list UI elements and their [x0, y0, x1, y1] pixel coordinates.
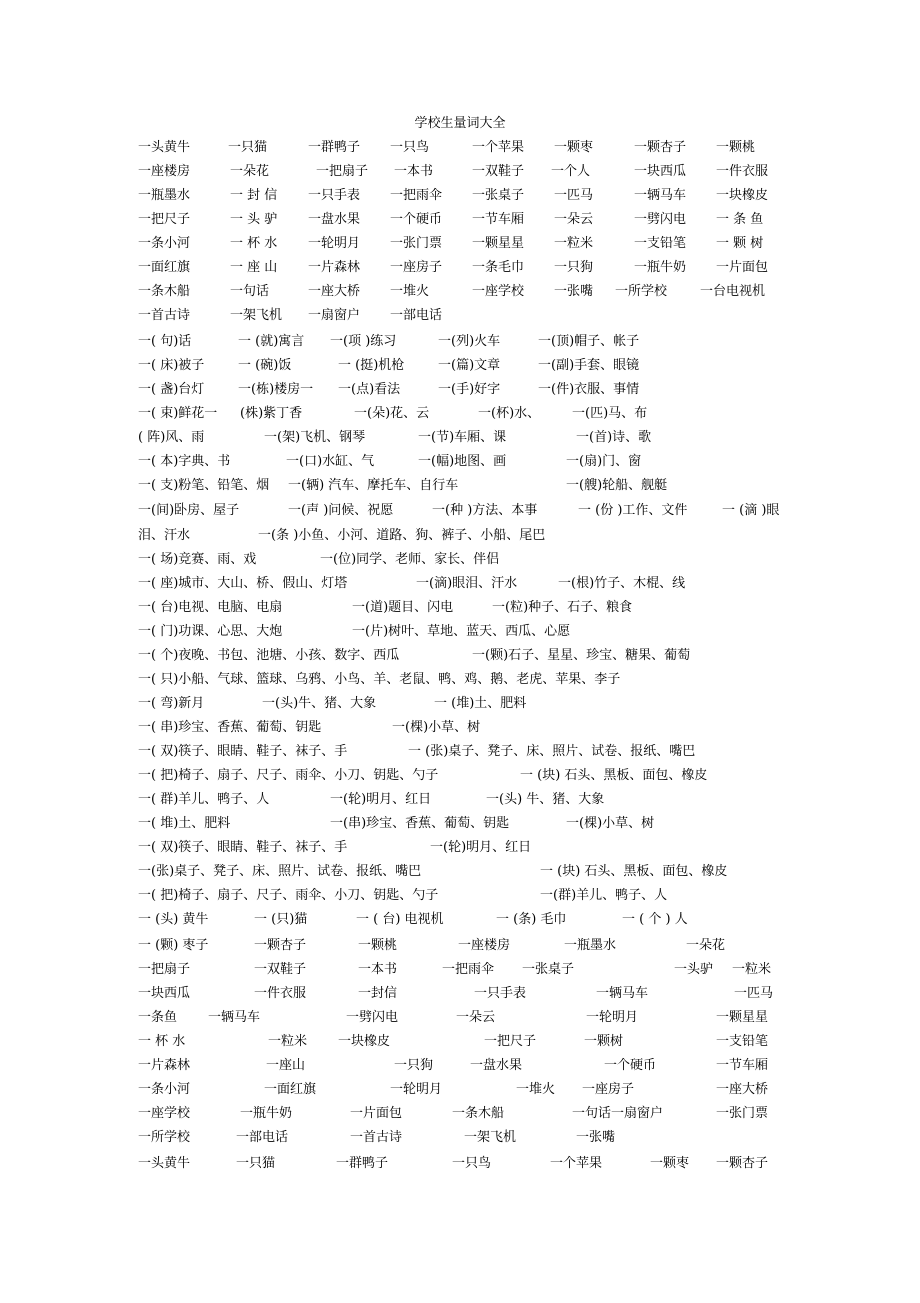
text-item: 一( 串)珍宝、香蕉、葡萄、钥匙	[138, 720, 322, 735]
text-item: 一座学校	[138, 1106, 191, 1121]
text-item: 一堆火	[516, 1082, 556, 1097]
text-item: 一( 把)椅子、扇子、尺子、雨伞、小刀、钥匙、勺子	[138, 768, 439, 783]
text-item: 一颗星星	[716, 1010, 769, 1025]
text-item: 一座楼房	[138, 164, 191, 179]
text-item: 一面红旗	[264, 1082, 317, 1097]
text-item: 一( 床)被子	[138, 358, 205, 373]
text-item: 一条小河	[138, 236, 191, 251]
text-item: 一架飞机	[230, 308, 283, 323]
text-item: 一张桌子	[522, 962, 575, 977]
text-item: 一把尺子	[138, 212, 191, 227]
text-item: 一只手表	[308, 188, 361, 203]
text-item: 一块西瓜	[138, 986, 191, 1001]
text-item: 一件衣服	[254, 986, 307, 1001]
text-item: 一支铅笔	[716, 1034, 769, 1049]
text-item: 一扇窗户	[308, 308, 361, 323]
text-item: 一只鸟	[452, 1156, 492, 1171]
text-item: 一条小河	[138, 1082, 191, 1097]
text-item: 一块橡皮	[338, 1034, 391, 1049]
text-item: 一 (头) 黄牛	[138, 912, 209, 927]
text-item: 一把雨伞	[442, 962, 495, 977]
text-item: 一节车厢	[716, 1058, 769, 1073]
text-item: 一轮明月	[390, 1082, 443, 1097]
text-item: 一张嘴	[576, 1130, 616, 1145]
text-item: 一(辆) 汽车、摩托车、自行车	[288, 478, 459, 493]
text-item: 一 (条) 毛巾	[496, 912, 567, 927]
text-item: 一辆马车	[634, 188, 687, 203]
text-item: 一所学校	[138, 1130, 191, 1145]
text-item: 一个人	[551, 164, 591, 179]
text-item: 一双鞋子	[254, 962, 307, 977]
text-item: 一颗枣	[554, 140, 594, 155]
text-item: 一(头) 牛、猪、大象	[486, 792, 605, 807]
text-item: 一 座 山	[230, 260, 278, 275]
text-item: 一 (挺)机枪	[338, 358, 405, 373]
text-item: 一(条 )小鱼、小河、道路、狗、裤子、小船、尾巴	[258, 528, 546, 543]
text-item: 一(声 )问候、祝愿	[288, 503, 394, 518]
text-item: 一( 座)城市、大山、桥、假山、灯塔	[138, 576, 348, 591]
text-item: 一堆火	[390, 284, 430, 299]
text-item: 一座楼房	[458, 938, 511, 953]
text-item: 一只鸟	[390, 140, 430, 155]
text-item: 一( 场)竞赛、雨、戏	[138, 552, 257, 567]
text-item: 一(副)手套、眼镜	[538, 358, 640, 373]
text-item: 一只猫	[236, 1156, 276, 1171]
text-item: 一所学校	[615, 284, 668, 299]
text-item: 一(滴)眼泪、汗水	[416, 576, 518, 591]
text-item: 一座山	[266, 1058, 306, 1073]
text-item: 一(种 )方法、本事	[432, 503, 538, 518]
text-item: 一只狗	[554, 260, 594, 275]
text-item: 一 (就)寓言	[238, 334, 305, 349]
text-item: 一群鸭子	[336, 1156, 389, 1171]
text-item: 一(项 )练习	[330, 334, 397, 349]
text-item: ( 阵)风、雨	[138, 430, 205, 445]
text-item: 一 (块) 石头、黑板、面包、橡皮	[520, 768, 708, 783]
text-item: 一面红旗	[138, 260, 191, 275]
text-item: 一片面包	[716, 260, 769, 275]
text-item: 一 (滴 )眼	[722, 503, 780, 518]
text-item: 一座大桥	[716, 1082, 769, 1097]
text-item: 一(串)珍宝、香蕉、葡萄、钥匙	[330, 816, 510, 831]
text-item: 一 (张)桌子、凳子、床、照片、试卷、报纸、嘴巴	[408, 744, 696, 759]
text-item: 一(艘)轮船、舰艇	[566, 478, 668, 493]
text-item: 一条毛巾	[472, 260, 525, 275]
text-item: 一颗枣	[650, 1156, 690, 1171]
text-item: 一只猫	[228, 140, 268, 155]
text-item: 一条木船	[452, 1106, 505, 1121]
text-item: 一( 只)小船、气球、篮球、乌鸦、小鸟、羊、老鼠、鸭、鸡、鹅、老虎、苹果、李子	[138, 672, 621, 687]
text-item: 一粒米	[554, 236, 594, 251]
text-item: 一首古诗	[138, 308, 191, 323]
text-item: 一粒米	[268, 1034, 308, 1049]
text-item: 一(首)诗、歌	[576, 430, 652, 445]
text-item: 一粒米	[732, 962, 772, 977]
text-item: 一支铅笔	[634, 236, 687, 251]
text-item: 一 (份 )工作、文件	[578, 503, 688, 518]
text-item: 一颗杏子	[634, 140, 687, 155]
text-item: 一匹马	[554, 188, 594, 203]
text-item: 一(杯)水、	[478, 406, 541, 421]
text-item: 一(群)羊儿、鸭子、人	[540, 888, 668, 903]
text-item: 一(位)同学、老师、家长、伴侣	[320, 552, 500, 567]
text-item: 一(节)车厢、课	[418, 430, 507, 445]
text-item: 一把扇子	[316, 164, 369, 179]
text-item: 一首古诗	[350, 1130, 403, 1145]
text-item: 一颗杏子	[254, 938, 307, 953]
text-item: 一 (只)猫	[254, 912, 308, 927]
text-item: 一(颗)石子、星星、珍宝、糖果、葡萄	[472, 648, 691, 663]
text-item: 一句话	[230, 284, 270, 299]
text-item: 一座大桥	[308, 284, 361, 299]
text-item: 一只狗	[394, 1058, 434, 1073]
text-item: 一把尺子	[484, 1034, 537, 1049]
text-item: 一把雨伞	[390, 188, 443, 203]
text-item: 一(架)飞机、钢琴	[264, 430, 366, 445]
text-item: 一句话一扇窗户	[572, 1106, 664, 1121]
text-item: 一封信	[358, 986, 398, 1001]
text-item: 一(道)题目、闪电	[352, 600, 454, 615]
text-item: 一(扇)门、窗	[566, 454, 642, 469]
text-item: 一(轮)明月、红日	[430, 840, 532, 855]
text-item: 一(点)看法	[338, 382, 401, 397]
text-item: 一辆马车	[208, 1010, 261, 1025]
text-item: 一( 束)鲜花一	[138, 406, 218, 421]
text-item: 一把扇子	[138, 962, 191, 977]
text-item: 一劈闪电	[346, 1010, 399, 1025]
text-item: 一部电话	[390, 308, 443, 323]
text-item: 一块橡皮	[716, 188, 769, 203]
text-item: 一片面包	[350, 1106, 403, 1121]
text-item: 一轮明月	[586, 1010, 639, 1025]
text-item: 一( 门)功课、心思、大炮	[138, 624, 283, 639]
text-item: 一(棵)小草、树	[392, 720, 481, 735]
text-item: 一 封 信	[230, 188, 278, 203]
text-item: 一 颗 树	[716, 236, 764, 251]
text-item: 一(片)树叶、草地、蓝天、西瓜、心愿	[352, 624, 571, 639]
text-item: 一颗树	[584, 1034, 624, 1049]
text-item: 一颗桃	[358, 938, 398, 953]
text-item: 一(头)牛、猪、大象	[262, 696, 377, 711]
text-item: 一本书	[358, 962, 398, 977]
text-item: 一(口)水缸、气	[286, 454, 375, 469]
text-item: 一朵花	[230, 164, 270, 179]
text-item: 一座房子	[390, 260, 443, 275]
text-item: 一瓶墨水	[138, 188, 191, 203]
text-item: 一个硬币	[390, 212, 443, 227]
text-item: 一(件)衣服、事情	[538, 382, 640, 397]
text-item: 一辆马车	[596, 986, 649, 1001]
text-item: 一头黄牛	[138, 140, 191, 155]
text-item: 一 杯 水	[230, 236, 278, 251]
text-item: 一座房子	[582, 1082, 635, 1097]
text-item: 一( 盏)台灯	[138, 382, 205, 397]
text-item: 一(间)卧房、屋子	[138, 503, 240, 518]
text-item: 一(栋)楼房一	[238, 382, 314, 397]
text-item: 一双鞋子	[472, 164, 525, 179]
text-item: 一轮明月	[308, 236, 361, 251]
text-item: 一 (颗) 枣子	[138, 938, 209, 953]
text-item: 一架飞机	[464, 1130, 517, 1145]
text-item: 一( 台)电视、电脑、电扇	[138, 600, 283, 615]
text-item: 一件衣服	[716, 164, 769, 179]
text-item: 一张门票	[390, 236, 443, 251]
text-item: 一(列)火车	[438, 334, 501, 349]
text-item: 一张桌子	[472, 188, 525, 203]
text-item: 一( 弯)新月	[138, 696, 205, 711]
text-item: 一张门票	[716, 1106, 769, 1121]
text-item: 一( 群)羊儿、鸭子、人	[138, 792, 270, 807]
text-item: 一(篇)文章	[438, 358, 501, 373]
text-item: 一座学校	[472, 284, 525, 299]
text-item: 一条鱼	[138, 1010, 178, 1025]
text-item: 一( 双)筷子、眼睛、鞋子、袜子、手	[138, 744, 348, 759]
text-item: 泪、汗水	[138, 528, 191, 543]
text-item: 一( 句)话	[138, 334, 192, 349]
text-item: 一颗杏子	[716, 1156, 769, 1171]
text-item: 一(朵)花、云	[354, 406, 430, 421]
text-item: 一片森林	[138, 1058, 191, 1073]
text-item: 一只手表	[474, 986, 527, 1001]
text-item: 一头驴	[674, 962, 714, 977]
text-item: 一朵云	[456, 1010, 496, 1025]
text-item: 一群鸭子	[308, 140, 361, 155]
text-item: 一个苹果	[550, 1156, 603, 1171]
text-item: 一(粒)种子、石子、粮食	[492, 600, 633, 615]
text-item: 一瓶牛奶	[634, 260, 687, 275]
text-item: 一朵云	[554, 212, 594, 227]
text-item: 一 ( 台) 电视机	[356, 912, 444, 927]
text-item: 一盘水果	[308, 212, 361, 227]
text-item: (株)紫丁香	[240, 406, 303, 421]
text-item: 一(幅)地图、画	[418, 454, 507, 469]
text-item: 一(轮)明月、红日	[330, 792, 432, 807]
text-item: 一 条 鱼	[716, 212, 764, 227]
text-item: 一(顶)帽子、帐子	[538, 334, 640, 349]
text-item: 一颗星星	[472, 236, 525, 251]
text-item: 一片森林	[308, 260, 361, 275]
text-item: 一劈闪电	[634, 212, 687, 227]
text-item: 一(棵)小草、树	[566, 816, 655, 831]
text-item: 一张嘴	[554, 284, 594, 299]
text-item: 一(匹)马、布	[572, 406, 648, 421]
text-item: 一( 本)字典、书	[138, 454, 231, 469]
text-item: 一 (堆)土、肥料	[434, 696, 527, 711]
text-item: 一 杯 水	[138, 1034, 186, 1049]
text-item: 一 (块) 石头、黑板、面包、橡皮	[540, 864, 728, 879]
text-item: 一瓶墨水	[564, 938, 617, 953]
text-item: 一匹马	[734, 986, 774, 1001]
text-item: 一台电视机	[700, 284, 766, 299]
text-item: 一( 把)椅子、扇子、尺子、雨伞、小刀、钥匙、勺子	[138, 888, 439, 903]
text-item: 一 头 驴	[230, 212, 278, 227]
text-item: 一块西瓜	[634, 164, 687, 179]
text-item: 一盘水果	[470, 1058, 523, 1073]
text-item: 一节车厢	[472, 212, 525, 227]
text-item: 一朵花	[686, 938, 726, 953]
text-item: 一 ( 个 ) 人	[622, 912, 688, 927]
text-item: 一部电话	[236, 1130, 289, 1145]
text-item: 一( 双)筷子、眼睛、鞋子、袜子、手	[138, 840, 348, 855]
page-title: 学校生量词大全	[414, 116, 506, 131]
text-item: 一 (碗)饭	[238, 358, 292, 373]
text-item: 一个硬币	[604, 1058, 657, 1073]
text-item: 一(根)竹子、木棍、线	[558, 576, 686, 591]
text-item: 一(张)桌子、凳子、床、照片、试卷、报纸、嘴巴	[138, 864, 422, 879]
text-item: 一条木船	[138, 284, 191, 299]
text-item: 一( 支)粉笔、铅笔、烟	[138, 478, 270, 493]
text-item: 一本书	[394, 164, 434, 179]
text-item: 一瓶牛奶	[240, 1106, 293, 1121]
text-item: 一头黄牛	[138, 1156, 191, 1171]
text-item: 一( 个)夜晚、书包、池塘、小孩、数字、西瓜	[138, 648, 400, 663]
text-item: 一颗桃	[716, 140, 756, 155]
text-item: 一个苹果	[472, 140, 525, 155]
text-item: 一(手)好字	[438, 382, 501, 397]
text-item: 一( 堆)土、肥料	[138, 816, 231, 831]
